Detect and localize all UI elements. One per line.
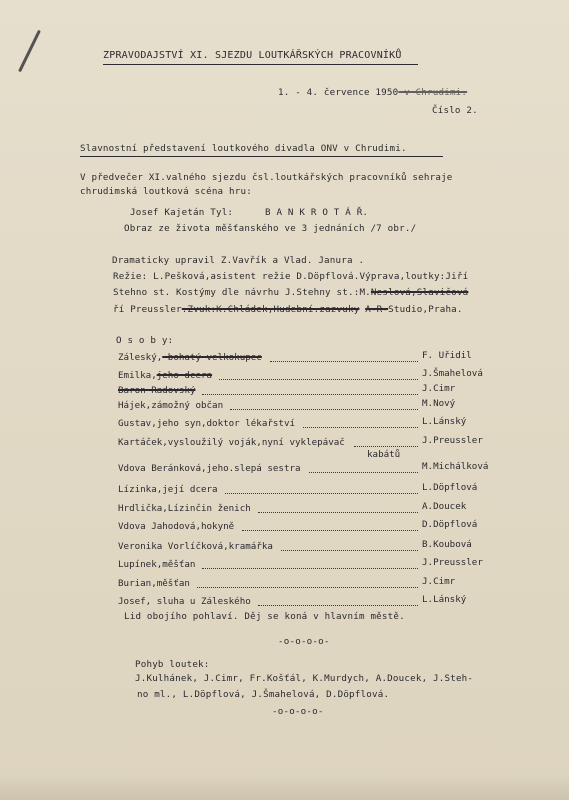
cast-role-text: Hrdlička,Lízinčin ženich <box>118 503 251 514</box>
cast-role-text: Vdova Jahodová,hokyně <box>118 521 235 532</box>
leader-dots <box>354 445 418 447</box>
cast-role-text: Veronika Vorlíčková,kramářka <box>118 541 273 552</box>
puppeteers-label: Pohyb loutek: <box>135 659 210 670</box>
event-heading: Slavnostní představení loutkového divadla ONV v Chrudimi. <box>80 143 407 154</box>
cast-label: O s o b y: <box>116 335 174 346</box>
cast-role-text: Burian,měšťan <box>118 578 190 589</box>
cast-role <box>118 578 190 589</box>
credits-sound-struck-2: A-R- <box>365 304 389 315</box>
cast-role <box>118 521 234 532</box>
cast-role-struck: Baron Radovský <box>118 385 196 396</box>
leader-dots <box>197 586 418 588</box>
cast-role <box>118 503 251 514</box>
cast-actor: F. Uřidil <box>422 350 472 361</box>
setting-line: Lid obojího pohlaví. Děj se koná v hlavním městě. <box>124 611 405 622</box>
title-underline <box>103 64 418 65</box>
cast-role <box>118 541 273 552</box>
credits-costumes-struck: Neslová,Slavičová <box>370 287 469 298</box>
cast-role <box>118 400 223 411</box>
credits-dramaturgy: Dramaticky upravil Z.Vavřík a Vlad. Janura . <box>112 255 365 266</box>
cast-role <box>118 484 218 495</box>
cast-actor: D.Döpflová <box>422 519 478 530</box>
cast-actor: M.Nový <box>422 398 456 409</box>
cast-actor: J.Šmahelová <box>422 368 483 379</box>
leader-dots <box>258 511 418 513</box>
cast-role <box>118 463 301 474</box>
cast-actor: J.Cimr <box>422 383 456 394</box>
play-subtitle: Obraz ze života měšťanského ve 3 jednáních /7 obr./ <box>124 223 417 234</box>
cast-actor: L.Döpflová <box>422 482 478 493</box>
cast-role-text: Vdova Beránková,jeho.slepá sestra <box>118 463 301 474</box>
page-shadow <box>0 775 569 800</box>
cast-role <box>118 596 251 607</box>
issue-number: Číslo 2. <box>432 105 478 116</box>
leader-dots <box>258 604 418 606</box>
cast-actor: L.Lánský <box>422 594 467 605</box>
cast-actor: J.Preussler <box>422 557 483 568</box>
leader-dots <box>270 360 418 362</box>
cast-actor: M.Michálková <box>422 461 489 472</box>
cast-role-text: Josef, sluha u Záleského <box>118 596 251 607</box>
cast-actor: B.Koubová <box>422 539 472 550</box>
cast-role-text: Hájek,zámožný občan <box>118 400 224 411</box>
leader-dots <box>225 492 418 494</box>
date-text: 1. - 4. července 1950 <box>278 87 399 98</box>
leader-dots <box>281 549 418 551</box>
intro-line-1: V předvečer XI.valného sjezdu čsl.loutkářských pracovníků sehraje <box>80 172 453 183</box>
leader-dots <box>230 408 418 410</box>
leader-dots <box>202 393 418 395</box>
leader-dots <box>242 529 418 531</box>
cast-role <box>118 559 195 570</box>
separator-2: -o-o-o-o- <box>272 706 324 717</box>
cast-role-text: Lízinka,její dcera <box>118 484 218 495</box>
cast-actor: J.Preussler <box>422 435 483 446</box>
date-struck-text: v Chrudimi. <box>398 87 468 98</box>
cast-role-text: Emilka, <box>118 370 157 381</box>
cast-role <box>118 370 212 381</box>
credits-costumes-text: Stehno st. Kostýmy dle návrhu J.Stehny st.:M. <box>113 287 371 298</box>
cast-role <box>118 418 295 429</box>
cast-role-text: Lupínek,měšťan <box>118 559 196 570</box>
credits-sound-text-a: ří Preussler <box>113 304 182 315</box>
cast-actor: A.Doucek <box>422 501 467 512</box>
credits-sound <box>113 304 463 315</box>
cast-role <box>118 352 262 363</box>
leader-dots <box>309 471 418 473</box>
puppeteers-line-1: J.Kulhánek, J.Cimr, Fr.Košťál, K.Murdych, A.Doucek, J.Steh- <box>135 673 474 684</box>
cast-role-struck: bohatý velkokupec <box>162 352 262 363</box>
issue-date <box>278 87 467 98</box>
cast-actor: J.Cimr <box>422 576 456 587</box>
credits-direction: Režie: L.Pešková,asistent režie D.Döpflová.Výprava,loutky:Jiří <box>113 271 469 282</box>
cast-role-struck: jeho dcera <box>156 370 213 381</box>
document-title: ZPRAVODAJSTVÍ XI. SJEZDU LOUTKÁŘSKÝCH PRACOVNÍKŮ <box>103 50 402 61</box>
cast-role-continuation: kabátů <box>367 449 401 460</box>
pencil-mark <box>18 30 41 73</box>
puppeteers-line-2: no ml., L.Döpflová, J.Šmahelová, D.Döpflová. <box>137 689 390 700</box>
cast-role <box>118 385 195 396</box>
intro-line-2: chrudimská loutková scéna hru: <box>80 186 252 197</box>
cast-role-text: Záleský, <box>118 352 163 363</box>
credits-sound-text-d: Studio,Praha. <box>388 304 463 315</box>
credits-sound-struck: .Zvuk:K.Chládek,Hudební.zazvuky <box>181 304 360 315</box>
separator-1: -o-o-o-o- <box>278 636 330 647</box>
cast-role-text: Kartáček,vysloužilý voják,nyní vyklepávač <box>118 437 345 448</box>
credits-costumes <box>113 287 468 298</box>
play-author: Josef Kajetán Tyl: <box>130 207 234 218</box>
leader-dots <box>219 378 418 380</box>
leader-dots <box>202 567 418 569</box>
play-title: B A N K R O T Á Ř. <box>265 207 369 218</box>
heading-underline <box>80 156 443 157</box>
cast-role-text: Gustav,jeho syn,doktor lékařství <box>118 418 296 429</box>
cast-role <box>118 437 345 448</box>
leader-dots <box>303 426 418 428</box>
cast-actor: L.Lánský <box>422 416 467 427</box>
